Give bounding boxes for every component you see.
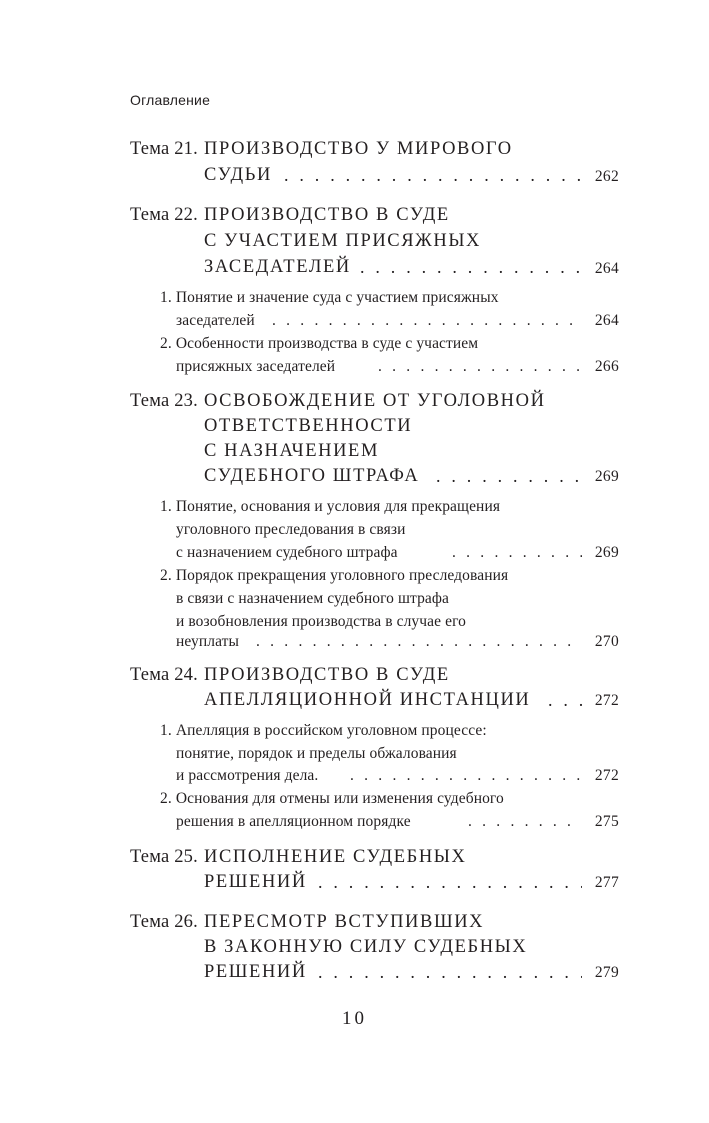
toc-subsection-24-1-line-2[interactable]	[176, 745, 457, 763]
page-number[interactable]: 269	[594, 544, 619, 561]
toc-topic-26-line-3[interactable]	[204, 962, 307, 983]
dot-leader	[350, 767, 582, 785]
topic-title: С УЧАСТИЕМ ПРИСЯЖНЫХ	[204, 231, 482, 251]
topic-title: СУДЬИ	[204, 165, 272, 185]
page-number[interactable]: 266	[594, 358, 619, 375]
topic-title: ОТВЕТСТВЕННОСТИ	[204, 416, 413, 436]
toc-topic-22-line-2[interactable]	[204, 231, 481, 252]
subsection-title: Порядок прекращения уголовного преследования	[175, 567, 509, 584]
toc-topic-21-line-2[interactable]	[204, 165, 272, 186]
toc-topic-22-line-1[interactable]	[130, 205, 450, 226]
subsection-number: 1.	[160, 289, 172, 306]
page-number[interactable]: 272	[594, 692, 619, 709]
topic-title: ПЕРЕСМОТР ВСТУПИВШИХ	[204, 912, 485, 932]
subsection-title: присяжных заседателей	[176, 358, 336, 375]
toc-subsection-22-2[interactable]	[160, 335, 478, 353]
dot-leader	[468, 813, 582, 831]
subsection-title: Особенности производства в суде с участием	[175, 335, 479, 352]
subsection-number: 2.	[160, 790, 172, 807]
dot-leader	[318, 962, 582, 983]
page-number[interactable]: 264	[594, 260, 619, 277]
dot-leader	[436, 466, 582, 487]
topic-title: В ЗАКОННУЮ СИЛУ СУДЕБНЫХ	[204, 937, 528, 957]
toc-subsection-23-1[interactable]	[160, 498, 500, 516]
subsection-title: в связи с назначением судебного штрафа	[176, 590, 450, 607]
topic-title: ЗАСЕДАТЕЛЕЙ	[204, 257, 351, 277]
toc-subsection-22-2-line-2[interactable]	[176, 358, 335, 376]
toc-topic-26-line-1[interactable]	[130, 912, 484, 933]
subsection-number: 1.	[160, 722, 172, 739]
topic-label: Тема 26.	[130, 912, 198, 932]
subsection-title: уголовного преследования в связи	[176, 521, 406, 538]
toc-topic-24-line-1[interactable]	[130, 665, 450, 686]
toc-topic-23-line-4[interactable]	[204, 466, 419, 487]
page-number[interactable]: 275	[594, 813, 619, 830]
toc-topic-25-line-1[interactable]	[130, 847, 466, 868]
toc-subsection-23-2[interactable]	[160, 567, 508, 585]
subsection-number: 1.	[160, 498, 172, 515]
topic-label: Тема 25.	[130, 847, 198, 867]
toc-subsection-24-2[interactable]	[160, 790, 504, 808]
topic-title: ИСПОЛНЕНИЕ СУДЕБНЫХ	[204, 847, 467, 867]
subsection-number: 2.	[160, 335, 172, 352]
toc-topic-23-line-2[interactable]	[204, 416, 412, 437]
toc-subsection-22-1[interactable]	[160, 289, 499, 307]
toc-subsection-24-1[interactable]	[160, 722, 487, 740]
page-folio-number: 10	[342, 1008, 367, 1029]
topic-label: Тема 23.	[130, 391, 198, 411]
dot-leader	[284, 165, 582, 186]
toc-subsection-22-1-line-2[interactable]	[176, 312, 255, 330]
subsection-title: Апелляция в российском уголовном процессе:	[175, 722, 487, 739]
dot-leader	[378, 358, 582, 376]
topic-title: СУДЕБНОГО ШТРАФА	[204, 466, 420, 486]
toc-topic-26-line-2[interactable]	[204, 937, 527, 958]
toc-subsection-23-2-line-4[interactable]	[176, 633, 239, 651]
toc-topic-23-line-1[interactable]	[130, 391, 546, 412]
topic-title: ОСВОБОЖДЕНИЕ ОТ УГОЛОВНОЙ	[204, 391, 546, 411]
topic-label: Тема 21.	[130, 139, 198, 159]
toc-topic-21-line-1[interactable]	[130, 139, 513, 160]
toc-topic-25-line-2[interactable]	[204, 872, 307, 893]
toc-subsection-23-2-line-2[interactable]	[176, 590, 449, 608]
toc-subsection-23-2-line-3[interactable]	[176, 613, 466, 631]
toc-subsection-23-1-line-2[interactable]	[176, 521, 405, 539]
dot-leader	[272, 312, 582, 330]
dot-leader	[318, 872, 582, 893]
toc-topic-22-line-3[interactable]	[204, 257, 351, 278]
topic-title: ПРОИЗВОДСТВО У МИРОВОГО	[204, 139, 513, 159]
subsection-number: 2.	[160, 567, 172, 584]
subsection-title: с назначением судебного штрафа	[176, 544, 398, 561]
page-number[interactable]: 269	[594, 468, 619, 485]
subsection-title: и рассмотрения дела.	[176, 767, 319, 784]
topic-label: Тема 22.	[130, 205, 198, 225]
topic-title: ПРОИЗВОДСТВО В СУДЕ	[204, 205, 450, 225]
subsection-title: решения в апелляционном порядке	[176, 813, 411, 830]
subsection-title: заседателей	[176, 312, 255, 329]
toc-subsection-24-2-line-2[interactable]	[176, 813, 411, 831]
page-number[interactable]: 272	[594, 767, 619, 784]
topic-title: РЕШЕНИЙ	[204, 872, 307, 892]
page-number[interactable]: 279	[594, 964, 619, 981]
subsection-title: Основания для отмены или изменения судебного	[175, 790, 504, 807]
topic-title: ПРОИЗВОДСТВО В СУДЕ	[204, 665, 450, 685]
dot-leader	[256, 633, 582, 651]
toc-topic-23-line-3[interactable]	[204, 441, 379, 462]
toc-topic-24-line-2[interactable]	[204, 690, 530, 711]
topic-title: С НАЗНАЧЕНИЕМ	[204, 441, 379, 461]
dot-leader	[548, 690, 582, 711]
topic-title: АПЕЛЛЯЦИОННОЙ ИНСТАНЦИИ	[204, 690, 531, 710]
subsection-title: Понятие и значение суда с участием присяжных	[175, 289, 499, 306]
page-number[interactable]: 264	[594, 312, 619, 329]
page-number[interactable]: 270	[594, 633, 619, 650]
page-number[interactable]: 277	[594, 874, 619, 891]
toc-subsection-24-1-line-3[interactable]	[176, 767, 318, 785]
subsection-title: понятие, порядок и пределы обжалования	[176, 745, 457, 762]
subsection-title: Понятие, основания и условия для прекращения	[175, 498, 501, 515]
topic-label: Тема 24.	[130, 665, 198, 685]
page-number[interactable]: 262	[594, 168, 619, 185]
dot-leader	[360, 257, 582, 278]
running-head: Оглавление	[130, 92, 211, 108]
topic-title: РЕШЕНИЙ	[204, 962, 307, 982]
subsection-title: и возобновления производства в случае его	[176, 613, 466, 630]
subsection-title: неуплаты	[176, 633, 240, 650]
toc-subsection-23-1-line-3[interactable]	[176, 544, 398, 562]
dot-leader	[452, 544, 582, 562]
